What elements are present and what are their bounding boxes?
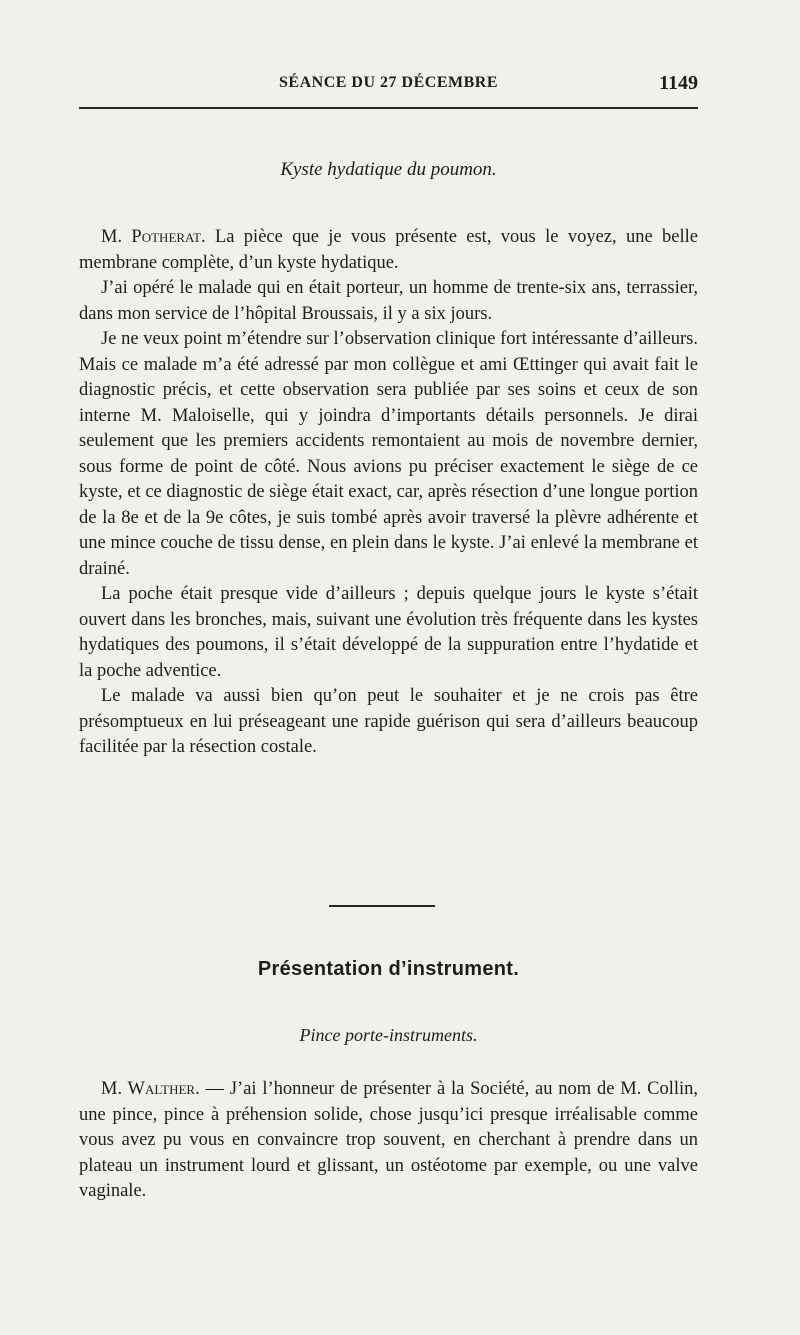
section-heading: Présentation d’instrument. — [257, 958, 520, 980]
page-header — [79, 70, 698, 100]
article-paragraph-5: Le malade va aussi bien qu’on peut le souhaiter et je ne crois pas être présomptueux en lui préseageant une rapide guérison qui sera d’ailleurs beaucoup facilitée par la résection costale. — [79, 686, 698, 757]
paragraph-text: — J’ai l’honneur de présenter à la Société, au nom de M. Collin, une pince, pince à préhension solide, chose jusqu’ici presque irréalisable comme vous avez pu vous en convaincre trop souvent, en cherchant à prendre dans un plateau un instrument lourd et glissant, un ostéotome par exemple, ou une valve vaginale. — [79, 1079, 698, 1201]
section-body — [79, 1077, 698, 1205]
speaker-name: M. Potherat. — [101, 227, 206, 247]
article-paragraph-1 — [79, 225, 698, 276]
header-rule — [79, 107, 698, 109]
article-body — [79, 225, 698, 761]
article-paragraph-2: J’ai opéré le malade qui en était porteur, un homme de trente-six ans, terrassier, dans mon service de l’hôpital Broussais, il y a six jours. — [79, 278, 698, 324]
paragraph-text: La pièce que je vous présente est, vous le voyez, une belle membrane complète, d’un kyste hydatique. — [79, 227, 698, 273]
article-paragraph-3: Je ne veux point m’étendre sur l’observation clinique fort intéressante d’ailleurs. Mais ce malade m’a été adressé par mon collègue et ami Œttinger qui avait fait le diagnostic précis, et cette observation sera publiée par ses soins et ceux de son interne M. Maloiselle, qui y joindra d’importants détails personnels. Je dirai seulement que les premiers accidents remontaient au mois de novembre dernier, sous forme de point de côté. Nous avions pu préciser exactement le siège de ce kyste, et ce diagnostic de siège était exact, car, après résection d’une longue portion de la 8e et de la 9e côtes, je suis tombé après avoir traversé la plèvre adhérente et une mince couche de tissu dense, en plein dans le kyste. J’ai enlevé la membrane et drainé. — [79, 329, 698, 579]
section-subheading: Pince porte-instruments. — [299, 1025, 478, 1045]
article-title: Kyste hydatique du poumon. — [280, 159, 497, 180]
speaker-name: M. Walther. — [101, 1079, 200, 1099]
running-title: SÉANCE DU 27 DÉCEMBRE — [279, 74, 498, 91]
section-paragraph — [79, 1077, 698, 1205]
article-paragraph-4: La poche était presque vide d’ailleurs ; depuis quelque jours le kyste s’était ouvert dans les bronches, mais, suivant une évolution très fréquente dans les kystes hydatiques des poumons, il s’était développé de la suppuration entre l’hydatide et la poche adventice. — [79, 584, 698, 681]
page-number: 1149 — [659, 72, 698, 94]
section-divider — [329, 905, 435, 907]
